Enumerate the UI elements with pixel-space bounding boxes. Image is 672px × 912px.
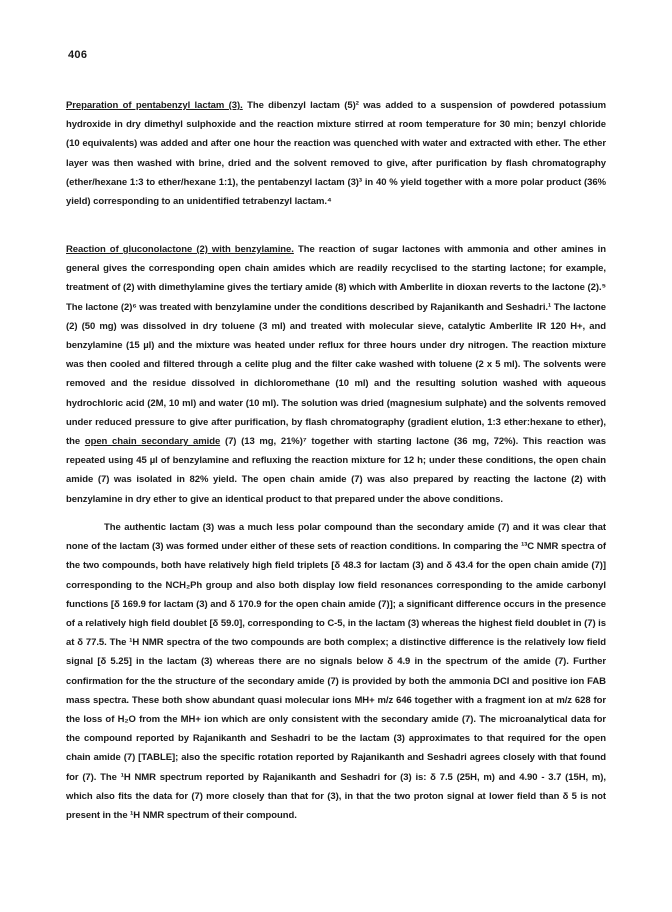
section-heading-reaction: Reaction of gluconolactone (2) with benzylamine.: [66, 244, 294, 255]
underlined-term: open chain secondary amide: [84, 436, 221, 448]
page-number: 406: [68, 49, 88, 61]
paragraph-pentabenzyl-lactam: [66, 96, 606, 211]
paragraph-nmr-comparison: [66, 518, 606, 825]
paragraph-text: The authentic lactam (3) was a much less polar compound than the secondary amide (7) and it was clear that none of the lactam (3) was formed under either of these sets of reaction conditions. In comparing the ¹³C NMR spectra of the two compounds, both have relatively high field triplets [δ 48.3 for lactam (3) and δ 43.4 for the open chain amide (7)] corresponding to the NCH₂Ph group and also both display low field resonances corresponding to the amide carbonyl functions [δ 169.9 for lactam (3) and δ 170.9 for the open chain amide (7)]; a significant difference occurs in the presence of a relatively high field doublet [δ 59.0], corresponding to C-5, in the lactam (3) whereas the highest field doublet in (7) is at δ 77.5. The ¹H NMR spectra of the two compounds are both complex; a distinctive difference is the relatively low field signal [δ 5.25] in the lactam (3) whereas there are no signals below δ 4.9 in the spectrum of the amide (7). Further confirmation for the the structure of the secondary amide (7) is provided by both the ammonia DCI and positive ion FAB mass spectra. These both show abundant quasi molecular ions MH+ m/z 646 together with a fragment ion at m/z 628 for the loss of H₂O from the MH+ ion which are only consistent with the secondary amide (7). The microanalytical data for the compound reported by Rajanikanth and Seshadri to be the lactam (3) approximates to that required for the open chain amide (7) [TABLE]; also the specific rotation reported by Rajanikanth and Seshadri agrees closely with that found for (7). The ¹H NMR spectrum reported by Rajanikanth and Seshadri for (3) is: δ 7.5 (25H, m) and 4.90 - 3.7 (15H, m), which also fits the data for (7) more closely than that for (3), in that the two proton signal at lower field than δ 5 is not present in the ¹H NMR spectrum of their compound.: [66, 522, 606, 822]
paragraph-text: The reaction of sugar lactones with ammonia and other amines in general gives the corresponding open chain amides which are readily recyclised to the starting lactone; for example, treatment of (2) with dimethylamine gives the tertiary amide (8) which with Amberlite in dioxan reverts to the lactone (2).⁵ The lactone (2)⁶ was treated with benzylamine under the conditions described by Rajanikanth and Seshadri.¹ The lactone (2) (50 mg) was dissolved in dry toluene (3 ml) and treated with molecular sieve, catalytic Amberlite IR 120 H+, and benzylamine (15 µl) and the mixture was heated under reflux for three hours under dry nitrogen. The reaction mixture was then cooled and filtered through a celite plug and the filter cake washed with toluene (2 x 5 ml). The solvents were removed and the residue dissolved in dichloromethane (10 ml) and the resulting solution washed with aqueous hydrochloric acid (2M, 10 ml) and water (10 ml). The solution was dried (magnesium sulphate) and the solvents removed under reduced pressure to give after purification, by flash chromatography (gradient elution, 1:3 ether:hexane to ether), the: [66, 244, 606, 448]
paragraph-text: The dibenzyl lactam (5)² was added to a suspension of powdered potassium hydroxide in dry dimethyl sulphoxide and the reaction mixture stirred at room temperature for 30 min; benzyl chloride (10 equivalents) was added and after one hour the reaction was quenched with water and extracted with ether. The ether layer was then washed with brine, dried and the solvent removed to give, after purification by flash chromatography (ether/hexane 1:3 to ether/hexane 1:1), the pentabenzyl lactam (3)³ in 40 % yield together with a more polar product (36% yield) corresponding to an unidentified tetrabenzyl lactam.⁴: [66, 100, 607, 208]
section-heading-preparation: Preparation of pentabenzyl lactam (3).: [66, 100, 243, 111]
paragraph-gluconolactone-reaction: [66, 240, 606, 509]
paragraph-text: (7) (13 mg, 21%)⁷ together with starting lactone (36 mg, 72%). This reaction was repeated using 45 µl of benzylamine and refluxing the reaction mixture for 12 h; under these conditions, the open chain amide (7) was isolated in 82% yield. The open chain amide (7) was also prepared by reacting the lactone (2) with benzylamine in dry ether to give an identical product to that prepared under the above conditions.: [66, 436, 606, 505]
